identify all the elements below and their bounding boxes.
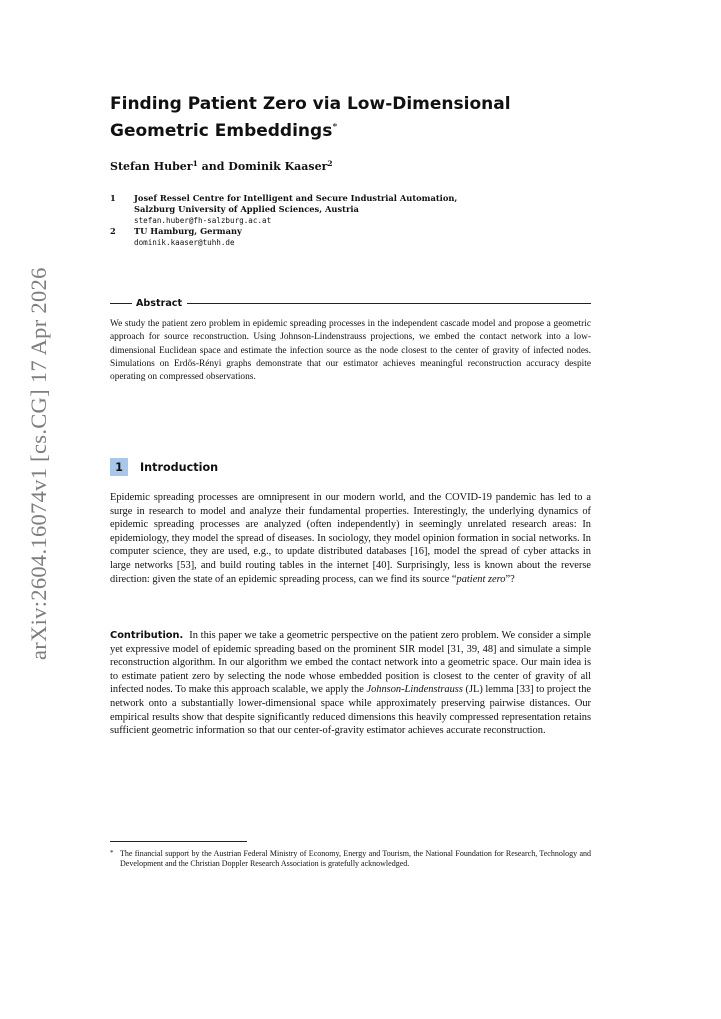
abstract-heading xyxy=(110,298,591,309)
paper-title xyxy=(110,92,591,143)
heading-rule xyxy=(187,303,591,304)
affiliation-name: TU Hamburg, Germany xyxy=(134,226,242,236)
footnote-text: The financial support by the Austrian Federal Ministry of Economy, Energy and Tourism, the National Foundation for Research, Technology and Development and the Christian Doppler Research Association is gratefully acknowledged. xyxy=(120,849,591,869)
emphasis-text: patient zero xyxy=(456,573,506,585)
affiliation-item xyxy=(110,226,591,248)
affiliation-item xyxy=(110,193,591,226)
author-name: Dominik Kaaser xyxy=(228,160,328,173)
affiliation-number: 1 xyxy=(110,193,116,203)
section-title: Introduction xyxy=(140,460,219,474)
paragraph-text: In this paper we take a geometric perspective on the patient zero problem. We consider a simple yet expressive model of epidemic spreading based on the prominent SIR model [31, 39, 48] and simulate a simple reconstruction algorithm. In our algorithm we embed the contact network into a geometric space. Our main idea is to estimate patient zero by selecting the node whose embedded position is closest to the center of gravity of all infected nodes. To make this approach scalable, we apply the xyxy=(110,630,591,696)
paragraph-text: ”? xyxy=(505,573,515,585)
affiliation-name: Josef Ressel Centre for Intelligent and Secure Industrial Automation, xyxy=(134,193,458,203)
paragraph-lead: Contribution. xyxy=(110,630,184,641)
footnote-rule xyxy=(110,841,247,842)
title-text: Finding Patient Zero via Low-Dimensional Geometric Embeddings xyxy=(110,94,511,141)
abstract-text: We study the patient zero problem in epidemic spreading processes in the independent cascade model and propose a geometric approach for source reconstruction. Using Johnson-Lindenstrauss projections, we embed the contact network into a low-dimensional Euclidean space and estimate the infection source as the node closest to the center of gravity of infected nodes. Simulations on Erdős-Rényi graphs demonstrate that our estimator achieves meaningful reconstruction accuracy despite operating on compressed observations. xyxy=(110,319,591,383)
affiliation-name: Salzburg University of Applied Sciences, Austria xyxy=(134,204,359,214)
author-affiliation-mark: 2 xyxy=(327,159,333,168)
heading-rule xyxy=(110,303,132,304)
section-number: 1 xyxy=(110,458,128,476)
author-affiliation-mark: 1 xyxy=(192,159,198,168)
abstract-heading-text: Abstract xyxy=(136,298,183,309)
footnote xyxy=(110,849,591,870)
affiliation-email: stefan.huber@fh-salzburg.ac.at xyxy=(134,216,272,225)
paragraph-text: (JL) lemma [33] to project the network onto a substantially lower-dimensional space while approximately preserving pairwise distances. Our empirical results show that despite significantly reduced dimensions this heavily compressed representation retains sufficient geometric information so that our center-of-gravity estimator achieves accurate reconstruction. xyxy=(110,684,592,737)
author-list xyxy=(110,159,333,173)
paragraph-text: Epidemic spreading processes are omnipresent in our modern world, and the COVID-19 pandemic has led to a surge in research to model and analyze their fundamental properties. Interestingly, the underlying dynamics of epidemic spreading processes are analyzed (often independently) in seemingly unrelated research areas: In epidemiology, they model the spread of diseases. In sociology, they model opinion formation in social networks. In computer science, they are used, e.g., to update distributed databases [16], model the spread of cyber attacks in large networks [53], and build routing tables in the internet [40]. Surprisingly, less is known about the reverse direction: given the state of an epidemic spreading process, can we find its source “ xyxy=(110,492,591,585)
emphasis-text: Johnson-Lindenstrauss xyxy=(366,684,463,696)
affiliation-list xyxy=(110,193,591,248)
footnote-mark: * xyxy=(110,849,114,857)
affiliation-email: dominik.kaaser@tuhh.de xyxy=(134,238,235,247)
paragraph xyxy=(110,491,591,586)
arxiv-identifier: arXiv:2604.16074v1 [cs.CG] 17 Apr 2026 xyxy=(26,267,51,660)
affiliation-number: 2 xyxy=(110,226,116,236)
title-footnote-mark: * xyxy=(332,122,338,133)
author-name: Stefan Huber xyxy=(110,160,193,173)
author-conjunction: and xyxy=(197,160,229,173)
section-heading xyxy=(110,458,218,476)
paragraph xyxy=(110,629,591,738)
